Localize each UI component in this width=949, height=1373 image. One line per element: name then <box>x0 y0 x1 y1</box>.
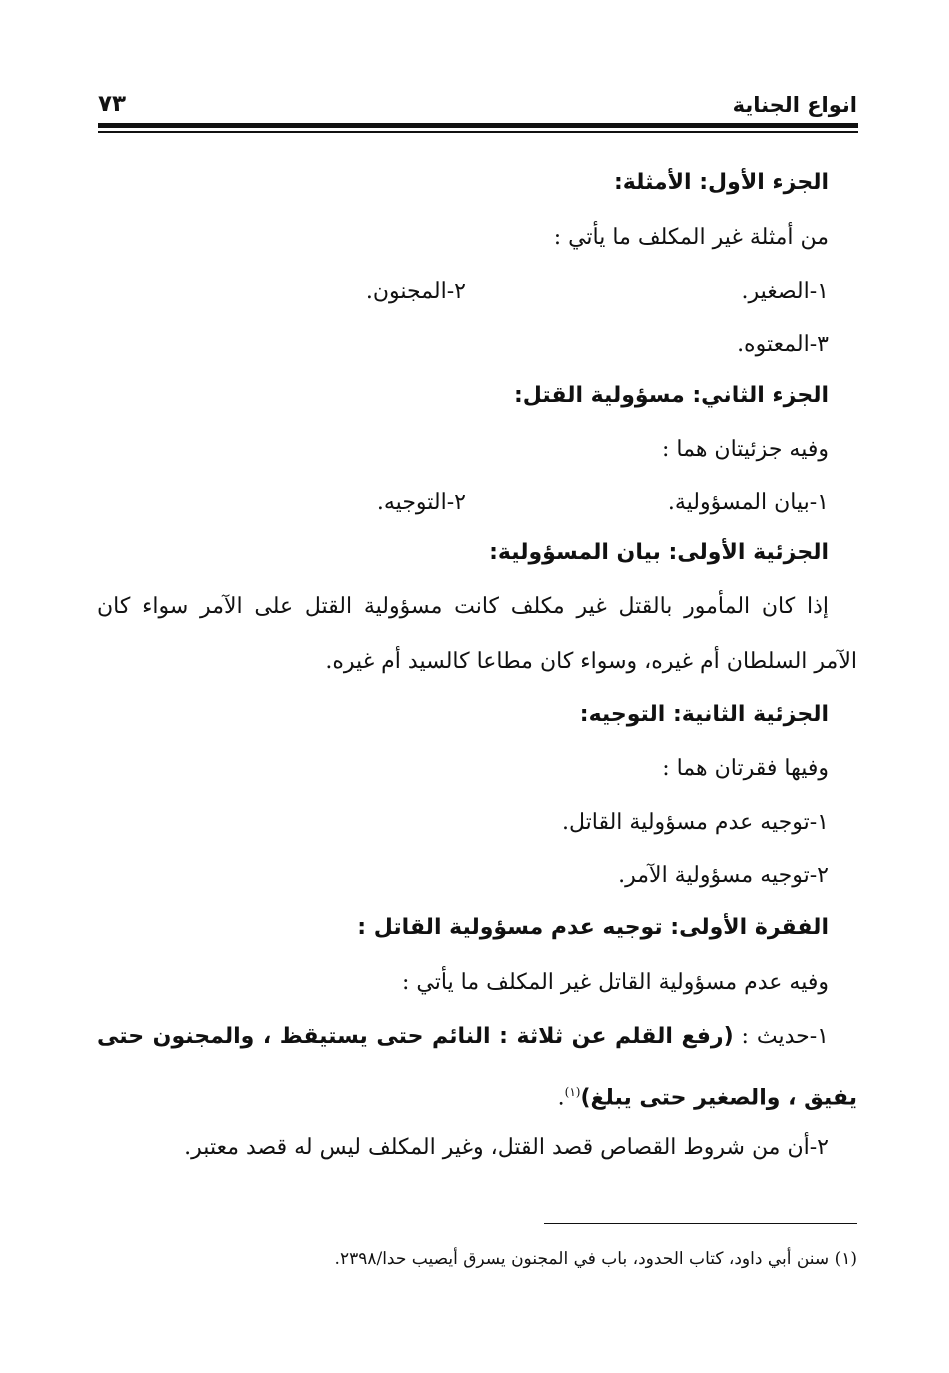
part-two-item-1: ١-بيان المسؤولية. <box>667 490 829 515</box>
header-rule-thin <box>98 131 858 133</box>
subpart-two-intro: وفيها فقرتان هما : <box>662 756 829 781</box>
page-number: ٧٣ <box>98 91 127 117</box>
paragraph-line-1: إذا كان المأمور بالقتل غير مكلف كانت مسؤولية القتل على الآمر سواء كان <box>97 594 829 619</box>
heading-part-two: الجزء الثاني: مسؤولية القتل: <box>513 383 829 408</box>
heading-subpart-one: الجزئية الأولى: بيان المسؤولية: <box>489 540 829 565</box>
example-item-2: ٢-المجنون. <box>365 279 466 304</box>
point-two: ٢-أن من شروط القصاص قصد القتل، وغير المكلف ليس له قصد معتبر. <box>184 1135 829 1160</box>
hadith-line-2: يفيق ، والصغير حتى يبلغ)$^{(١)}$. <box>557 1085 857 1111</box>
part-two-intro: وفيه جزئيتان هما : <box>662 437 829 462</box>
running-header-title: انواع الجناية <box>732 93 857 117</box>
hadith-text-2: يفيق ، والصغير حتى يبلغ) <box>580 1085 857 1111</box>
example-item-1: ١-الصغير. <box>741 279 829 304</box>
hadith-line-1 <box>97 1022 829 1052</box>
subpart-two-item-1: ١-توجيه عدم مسؤولية القاتل. <box>561 810 829 835</box>
subpart-two-item-2: ٢-توجيه مسؤولية الآمر. <box>618 863 829 888</box>
heading-paragraph-one: الفقرة الأولى: توجيه عدم مسؤولية القاتل : <box>357 915 829 940</box>
paragraph-one-intro: وفيه عدم مسؤولية القاتل غير المكلف ما يأتي : <box>402 970 829 995</box>
examples-intro: من أمثلة غير المكلف ما يأتي : <box>553 225 829 250</box>
footnote-1: (١) سنن أبي داود، كتاب الحدود، باب في المجنون يسرق أيصيب حدا/٢٣٩٨. <box>334 1249 857 1269</box>
hadith-prefix: ١-حديث : <box>733 1024 829 1049</box>
heading-subpart-two: الجزئية الثانية: التوجيه: <box>579 702 829 727</box>
footnote-reference[interactable]: (١) <box>564 1085 581 1099</box>
footnote-separator <box>544 1223 857 1224</box>
part-two-item-2: ٢-التوجيه. <box>376 490 466 515</box>
hadith-text-1: (رفع القلم عن ثلاثة : النائم حتى يستيقظ ، والمجنون حتى <box>97 1024 734 1049</box>
header-rule-thick <box>98 123 858 128</box>
example-item-3: ٣-المعتوه. <box>737 332 829 357</box>
paragraph-line-2: الآمر السلطان أم غيره، وسواء كان مطاعا كالسيد أم غيره. <box>325 649 857 674</box>
heading-part-one: الجزء الأول: الأمثلة: <box>613 170 829 195</box>
